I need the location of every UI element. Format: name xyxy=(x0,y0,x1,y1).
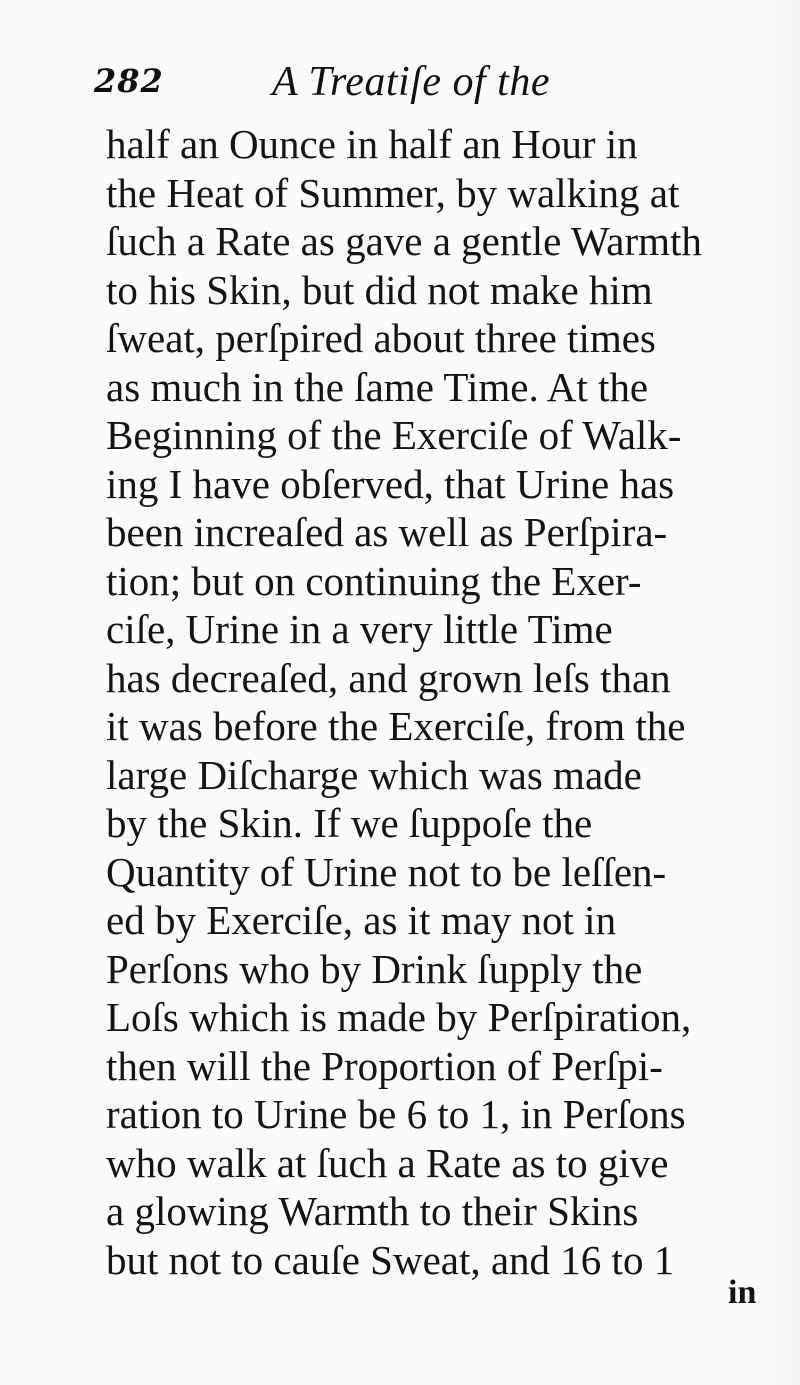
text-line: then will the Proportion of Perſpi- xyxy=(106,1042,663,1089)
text-line: it was before the Exerciſe, from the xyxy=(106,703,686,749)
text-line: who walk at ſuch a Rate as to give xyxy=(106,1139,669,1186)
text-line: but not to cauſe Sweat, and 16 to 1 xyxy=(106,1236,675,1283)
text-line: has decreaſed, and grown leſs than xyxy=(106,654,671,701)
text-line: Beginning of the Exerciſe of Walk- xyxy=(106,412,682,458)
text-line: tion; but on continuing the Exer- xyxy=(106,557,642,604)
text-line: Loſs which is made by Perſpiration, xyxy=(106,994,692,1040)
text-line: ſuch a Rate as gave a gentle Warmth xyxy=(106,218,702,264)
text-line: to his Skin, but did not make him xyxy=(106,266,653,313)
body-text xyxy=(106,120,766,1284)
text-line: Perſons who by Drink ſupply the xyxy=(106,945,643,992)
text-line: ſweat, perſpired about three times xyxy=(106,315,656,361)
catchword: in xyxy=(728,1274,757,1311)
text-line: as much in the ſame Time. At the xyxy=(106,363,649,410)
page-number: 282 xyxy=(94,62,164,100)
running-title: A Treatiſe of the xyxy=(272,59,550,105)
text-line: ed by Exerciſe, as it may not in xyxy=(106,897,617,943)
text-line: large Diſcharge which was made xyxy=(106,751,642,798)
text-line: ciſe, Urine in a very little Time xyxy=(106,606,613,652)
text-line: ing I have obſerved, that Urine has xyxy=(106,460,675,507)
text-line: ration to Urine be 6 to 1, in Perſons xyxy=(106,1091,686,1137)
text-line: been increaſed as well as Perſpira- xyxy=(106,509,668,555)
text-line: the Heat of Summer, by walking at xyxy=(106,169,680,216)
text-line: half an Ounce in half an Hour in xyxy=(106,121,638,167)
page-edge-shadow xyxy=(760,0,800,1385)
text-line: a glowing Warmth to their Skins xyxy=(106,1188,639,1234)
text-line: Quantity of Urine not to be leſſen- xyxy=(106,848,667,895)
text-line: by the Skin. If we ſuppoſe the xyxy=(106,800,593,846)
page-header xyxy=(94,59,694,112)
